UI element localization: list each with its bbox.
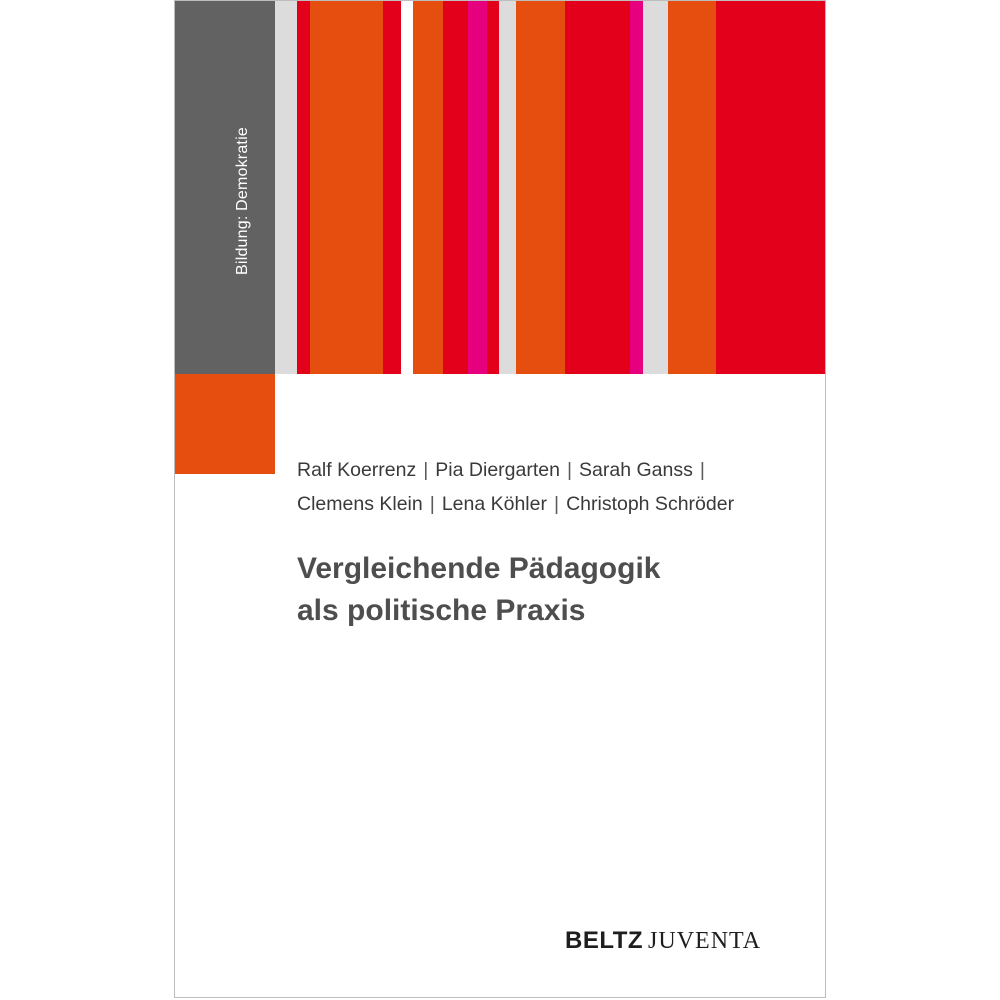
author-name: Pia Diergarten (435, 459, 560, 481)
title-line-1: Vergleichende Pädagogik (297, 552, 661, 585)
stripe-white-1 (401, 1, 413, 374)
stripe-red-6 (716, 1, 826, 374)
stripe-orange-2 (413, 1, 443, 374)
stripe-orange-4 (668, 1, 716, 374)
author-name: Sarah Ganss (579, 459, 693, 481)
stripe-red-5 (565, 1, 630, 374)
stripe-red-2 (383, 1, 401, 374)
stripe-light-grey-2 (499, 1, 516, 374)
stripe-red-4 (487, 1, 499, 374)
author-list (297, 453, 817, 521)
grey-spine-panel (175, 1, 275, 374)
author-separator: | (423, 459, 429, 481)
stripe-red-1 (297, 1, 310, 374)
stripe-light-grey-1 (275, 1, 297, 374)
author-separator: | (566, 459, 573, 481)
title-line-2: als politische Praxis (297, 594, 586, 627)
book-cover (174, 0, 826, 998)
author-name: Lena Köhler (441, 493, 547, 515)
stripe-pink-2 (630, 1, 643, 374)
stripe-orange-3 (516, 1, 565, 374)
book-title (297, 548, 817, 632)
author-name: Ralf Koerrenz (297, 459, 417, 481)
stripe-orange-1 (310, 1, 383, 374)
stripe-light-grey-3 (643, 1, 668, 374)
color-stripes (275, 1, 826, 374)
publisher-logo (565, 927, 761, 955)
stripe-red-3 (443, 1, 468, 374)
author-separator: | (429, 493, 435, 515)
publisher-beltz: BELTZ (565, 927, 644, 954)
author-line-2 (297, 487, 817, 521)
stripe-pink-1 (468, 1, 487, 374)
orange-accent-square (175, 374, 275, 474)
author-name: Clemens Klein (297, 493, 423, 515)
series-label: Bildung: Demokratie (234, 127, 251, 275)
author-separator: | (699, 459, 705, 481)
publisher-juventa: JUVENTA (648, 928, 762, 954)
author-name: Christoph Schröder (566, 493, 735, 515)
author-line-1 (297, 453, 817, 487)
author-separator: | (553, 493, 560, 515)
